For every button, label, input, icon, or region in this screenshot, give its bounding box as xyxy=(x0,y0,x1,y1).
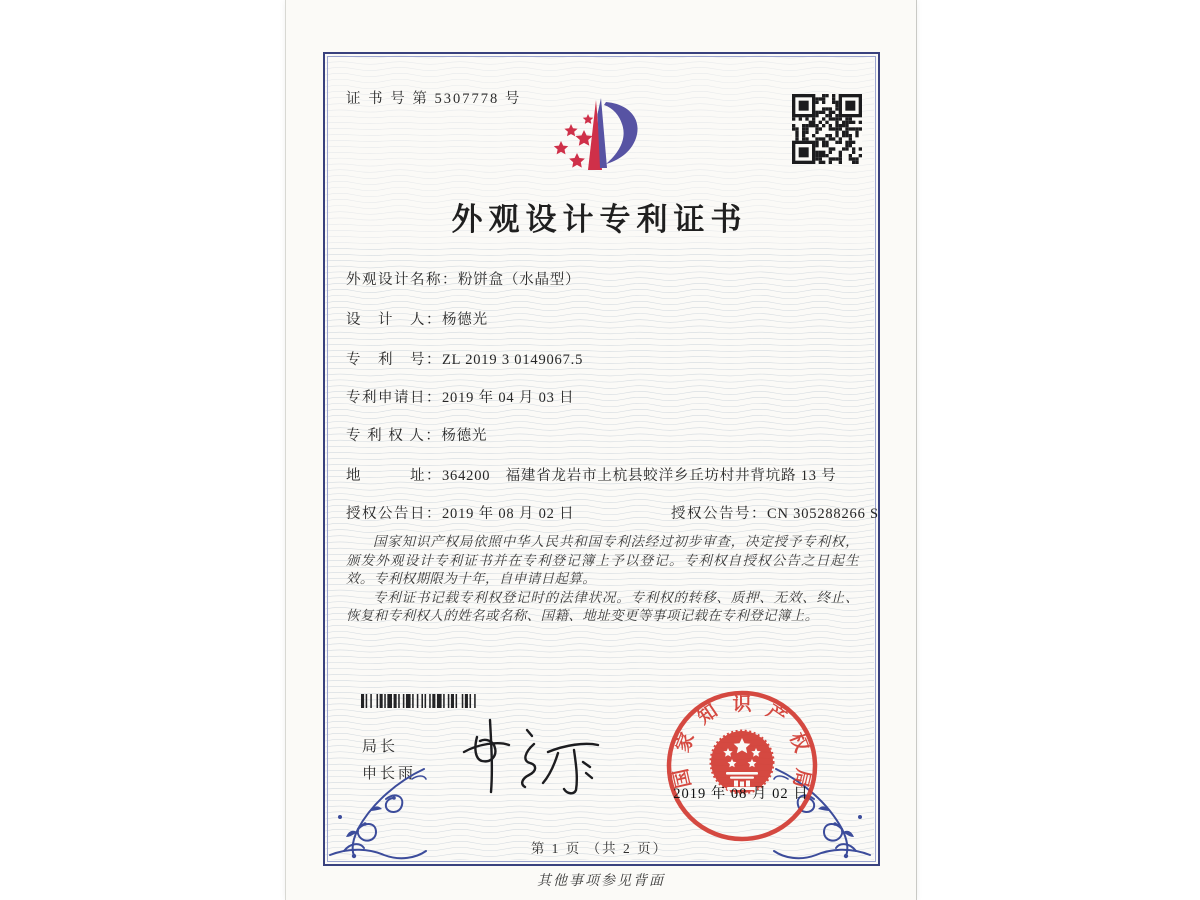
seal-date: 2019 年 08 月 02 日 xyxy=(673,786,809,802)
legal-paragraph: 国家知识产权局依照中华人民共和国专利法经过初步审查，决定授予专利权，颁发外观设计专利证书并在专利登记簿上予以登记。专利权自授权公告之日起生效。专利权期限为十年，自申请日起算。 xyxy=(346,534,859,587)
legal-text xyxy=(346,533,859,626)
official-seal-icon xyxy=(664,688,820,844)
certificate-number: 证 书 号 第 5307778 号 xyxy=(346,91,522,107)
field-label: 授权公告日： xyxy=(346,506,442,522)
field-label: 地 址： xyxy=(346,468,442,484)
field-design-name xyxy=(346,268,861,289)
signer-name: 申长雨 xyxy=(362,765,417,782)
signer-title: 局长 xyxy=(362,738,399,755)
field-value: ZL 2019 3 0149067.5 xyxy=(442,352,584,368)
field-value: 2019 年 04 月 03 日 xyxy=(442,390,575,406)
field-filing-date xyxy=(346,386,861,407)
field-value: 364200 福建省龙岩市上杭县蛟洋乡丘坊村井背坑路 13 号 xyxy=(442,468,837,484)
field-patentee xyxy=(346,424,861,445)
field-label: 外观设计名称： xyxy=(346,272,458,288)
field-value: 2019 年 08 月 02 日 xyxy=(442,506,575,522)
field-value: 杨德光 xyxy=(442,312,488,328)
barcode-icon xyxy=(361,694,523,708)
field-label: 专 利 号： xyxy=(346,352,442,368)
cnipa-logo-icon xyxy=(544,84,664,194)
field-grant-row xyxy=(346,502,879,523)
field-label: 设 计 人： xyxy=(346,312,442,328)
field-value: 杨德光 xyxy=(441,428,488,444)
seal-text: 国家知识产权局 xyxy=(670,693,814,790)
field-designer xyxy=(346,308,861,329)
certificate-paper xyxy=(285,0,917,900)
field-grant-number xyxy=(671,502,879,523)
field-value: 粉饼盒（水晶型） xyxy=(458,272,581,288)
field-address xyxy=(346,464,861,485)
page-indicator: 第 1 页 （共 2 页） xyxy=(530,841,669,856)
back-note: 其他事项参见背面 xyxy=(537,874,665,889)
field-value: CN 305288266 S xyxy=(767,506,879,522)
qr-code-icon xyxy=(792,94,862,164)
field-label: 授权公告号： xyxy=(671,506,767,522)
certificate-title: 外观设计专利证书 xyxy=(451,202,748,237)
field-patent-number xyxy=(346,348,861,369)
flourish-ornament-icon xyxy=(326,765,428,860)
field-label: 专 利 权 人： xyxy=(346,428,442,444)
handwritten-signature-icon xyxy=(452,710,614,798)
field-label: 专利申请日： xyxy=(346,390,442,406)
legal-paragraph: 专利证书记载专利权登记时的法律状况。专利权的转移、质押、无效、终止、恢复和专利权人的姓名或名称、国籍、地址变更等事项记载在专利登记簿上。 xyxy=(346,589,859,624)
